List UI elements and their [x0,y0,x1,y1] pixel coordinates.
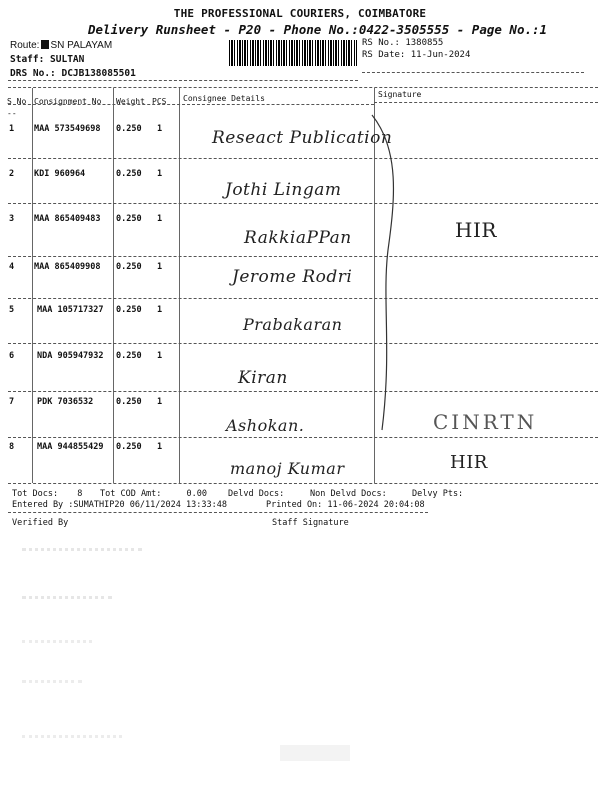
staff-signature: Staff Signature [272,518,349,528]
tot-cod-label: Tot COD Amt: [100,489,162,499]
row-1-consignment: MAA 573549698 [34,124,101,134]
row-1-rule [8,158,598,159]
verified-by: Verified By [12,518,69,528]
tot-docs-value: 8 [77,489,83,499]
row-5-sno: 5 [9,305,15,315]
row-7-consignee: Ashokan. [226,416,305,435]
route-mark-icon [41,40,49,49]
col-weight-header: Weight [116,97,145,106]
scan-noise-6 [280,745,350,761]
row-4-rule [8,298,598,299]
header-rule-right [362,72,584,73]
scan-noise-3 [22,640,92,643]
row-5-consignee: Prabakaran [243,315,343,334]
rs-number: RS No.: 1380855 [362,38,444,48]
barcode [229,40,357,66]
row-7-signature: CINRTN [433,410,538,434]
row-4-consignment: MAA 865409908 [34,262,101,272]
row-8-consignment: MAA 944855429 [37,442,104,452]
delvy-pts: Delvy Pts: [412,489,464,499]
col-sno-header: S No [7,97,27,106]
row-6-weight: 0.250 [116,351,142,361]
row-3-weight: 0.250 [116,214,142,224]
row-6-rule [8,391,598,392]
row-7-pcs: 1 [157,397,163,407]
row-3-signature: HIR [455,218,497,242]
row-2-weight: 0.250 [116,169,142,179]
row-1-consignee: Reseact Publication [212,128,393,148]
row-4-weight: 0.250 [116,262,142,272]
row-7-consignment: PDK 7036532 [37,397,94,407]
row-5-rule [8,343,598,344]
scan-noise-1 [22,548,142,551]
tot-cod-value: 0.00 [186,489,208,499]
col-divider-3 [179,88,180,483]
row-8-weight: 0.250 [116,442,142,452]
table-bottom-rule [8,483,598,484]
row-8-pcs: 1 [157,442,163,452]
row-7-weight: 0.250 [116,397,142,407]
runsheet-subtitle: Delivery Runsheet - P20 - Phone No.:0422-3505555 - Page No.:1 [88,22,548,37]
col-signature-header: Signature [378,90,422,99]
row-2-sno: 2 [9,169,15,179]
col-consignment-header: Consignment No [34,97,102,106]
row-2-pcs: 1 [157,169,163,179]
table-top-rule [8,87,598,88]
tot-docs-label: Tot Docs: [12,489,59,499]
row-4-sno: 4 [9,262,15,272]
non-delvd-docs: Non Delvd Docs: [310,489,387,499]
tot-docs [12,489,82,499]
rs-date: RS Date: 11-Jun-2024 [362,50,471,60]
staff-name: Staff: SULTAN [10,54,85,65]
row-6-consignee: Kiran [238,368,288,388]
row-3-consignment: MAA 865409483 [34,214,101,224]
header-bottom-rule [8,104,374,105]
route-label: Route: [10,40,40,51]
footer-rule [8,512,428,513]
header-rule-left [8,80,358,81]
row-7-rule [8,437,598,438]
col-sno-header-dashes: -- [7,109,17,118]
entered-by: Entered By :SUMATHIP20 06/11/2024 13:33:48 [12,500,227,510]
row-8-signature: HIR [450,452,488,473]
row-7-sno: 7 [9,397,15,407]
row-5-consignment: MAA 105717327 [37,305,104,315]
col-pcs-header: PCS [152,97,167,106]
row-3-rule [8,256,598,257]
route-value: SN PALAYAM [50,40,113,51]
delvd-docs: Delvd Docs: [228,489,285,499]
scan-noise-5 [22,735,122,738]
row-2-rule [8,203,598,204]
drs-number: DRS No.: DCJB138085501 [10,68,136,79]
row-4-pcs: 1 [157,262,163,272]
row-2-consignment: KDI 960964 [34,169,86,179]
row-6-sno: 6 [9,351,15,361]
col-divider-1 [32,88,33,483]
row-1-sno: 1 [9,124,15,134]
col-details-header: Consignee Details [183,94,265,103]
row-5-weight: 0.250 [116,305,142,315]
row-3-pcs: 1 [157,214,163,224]
row-1-weight: 0.250 [116,124,142,134]
printed-on: Printed On: 11-06-2024 20:04:08 [266,500,425,510]
row-4-consignee: Jerome Rodri [232,267,353,287]
row-8-sno: 8 [9,442,15,452]
col-divider-2 [113,88,114,483]
row-2-consignee: Jothi Lingam [225,180,342,200]
tot-cod [100,489,207,499]
row-6-pcs: 1 [157,351,163,361]
scan-noise-2 [22,596,112,599]
row-6-consignment: NDA 905947932 [37,351,104,361]
row-8-consignee: manoj Kumar [230,459,345,478]
row-3-consignee: RakkiaPPan [244,228,352,248]
route [10,40,112,51]
scan-noise-4 [22,680,82,683]
row-1-pcs: 1 [157,124,163,134]
row-5-pcs: 1 [157,305,163,315]
company-title: THE PROFESSIONAL COURIERS, COIMBATORE [173,7,427,20]
handwritten-bracket [360,110,410,440]
signature-header-rule [374,102,598,103]
row-3-sno: 3 [9,214,15,224]
